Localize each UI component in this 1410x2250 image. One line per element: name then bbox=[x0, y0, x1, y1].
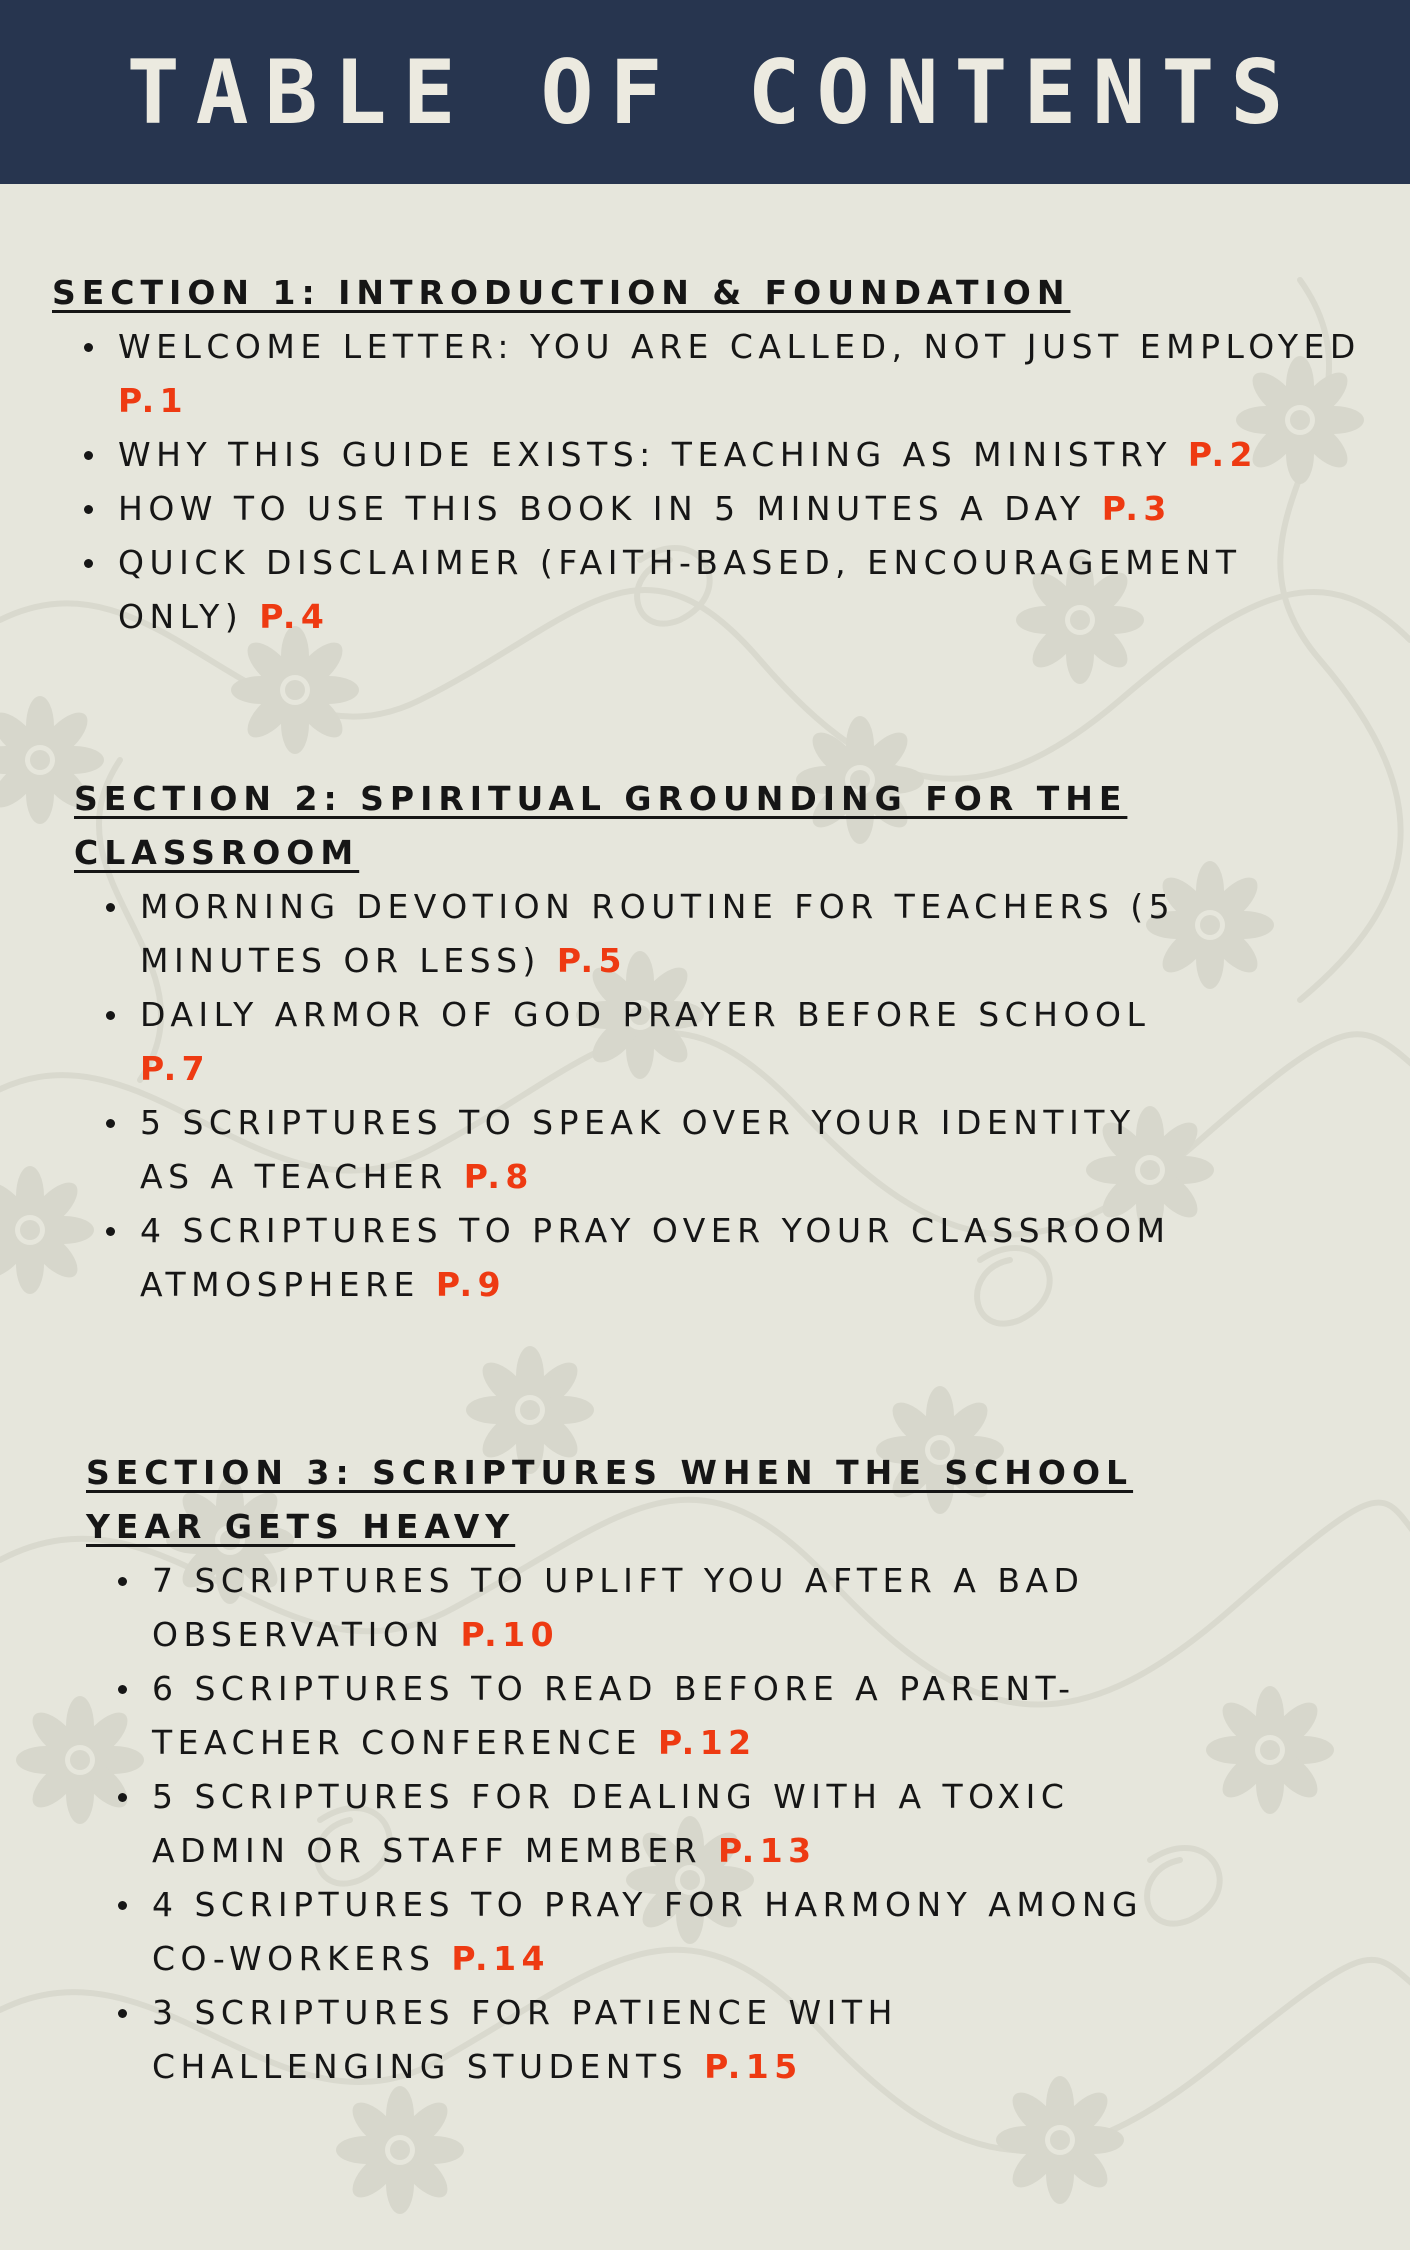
toc-item-text: QUICK DISCLAIMER (FAITH-BASED, ENCOURAGEMENT ONLY) bbox=[118, 543, 1242, 636]
toc-item[interactable] bbox=[74, 1096, 1194, 1204]
section-title: SECTION 3: SCRIPTURES WHEN THE SCHOOL YEAR GETS HEAVY bbox=[86, 1453, 1134, 1546]
page-number: P.13 bbox=[718, 1831, 817, 1870]
toc-item-text: DAILY ARMOR OF GOD PRAYER BEFORE SCHOOL bbox=[140, 995, 1151, 1034]
toc-item[interactable] bbox=[86, 1662, 1196, 1770]
toc-item[interactable] bbox=[86, 1878, 1196, 1986]
page-number: P.8 bbox=[463, 1157, 534, 1196]
toc-item-text: HOW TO USE THIS BOOK IN 5 MINUTES A DAY bbox=[118, 489, 1086, 528]
bullet-icon bbox=[118, 1901, 127, 1910]
toc-item[interactable] bbox=[86, 1770, 1196, 1878]
toc-item-text: MORNING DEVOTION ROUTINE FOR TEACHERS (5 MINUTES OR LESS) bbox=[140, 887, 1176, 980]
page-number: P.1 bbox=[118, 381, 189, 420]
toc-item[interactable] bbox=[52, 320, 1382, 428]
page-number: P.5 bbox=[556, 941, 628, 980]
page-number: P.3 bbox=[1101, 489, 1172, 528]
bullet-icon bbox=[118, 1793, 127, 1802]
toc-item-text: 4 SCRIPTURES TO PRAY OVER YOUR CLASSROOM ATMOSPHERE bbox=[140, 1211, 1171, 1304]
toc-item[interactable] bbox=[52, 536, 1382, 644]
section-2 bbox=[74, 772, 1194, 1312]
page-number: P.12 bbox=[658, 1723, 757, 1762]
section-1 bbox=[52, 266, 1382, 644]
page-number: P.7 bbox=[140, 1049, 211, 1088]
bullet-icon bbox=[106, 1011, 115, 1020]
toc-item-text: 4 SCRIPTURES TO PRAY FOR HARMONY AMONG CO-WORKERS bbox=[152, 1885, 1144, 1978]
toc-item[interactable] bbox=[86, 1554, 1196, 1662]
page-title: TABLE OF CONTENTS bbox=[126, 40, 1300, 144]
section-title: SECTION 1: INTRODUCTION & FOUNDATION bbox=[52, 273, 1071, 312]
toc-item[interactable] bbox=[74, 1204, 1194, 1312]
bullet-icon bbox=[106, 1119, 115, 1128]
toc-item[interactable] bbox=[86, 1986, 1196, 2094]
section-items bbox=[86, 1554, 1196, 2094]
bullet-icon bbox=[106, 1227, 115, 1236]
header-banner bbox=[0, 0, 1410, 184]
toc-item-text: 3 SCRIPTURES FOR PATIENCE WITH CHALLENGING STUDENTS bbox=[152, 1993, 898, 2086]
section-3 bbox=[86, 1446, 1196, 2094]
bullet-icon bbox=[84, 451, 93, 460]
toc-item-text: WELCOME LETTER: YOU ARE CALLED, NOT JUST EMPLOYED bbox=[118, 327, 1361, 366]
toc-item[interactable] bbox=[74, 880, 1194, 988]
bullet-icon bbox=[118, 1685, 127, 1694]
bullet-icon bbox=[84, 343, 93, 352]
bullet-icon bbox=[118, 1577, 127, 1586]
page-number: P.14 bbox=[451, 1939, 550, 1978]
toc-item[interactable] bbox=[52, 482, 1382, 536]
toc-item[interactable] bbox=[74, 988, 1194, 1096]
toc-item-text: WHY THIS GUIDE EXISTS: TEACHING AS MINISTRY bbox=[118, 435, 1172, 474]
toc-item-text: 7 SCRIPTURES TO UPLIFT YOU AFTER A BAD OBSERVATION bbox=[152, 1561, 1085, 1654]
section-items bbox=[74, 880, 1194, 1312]
bullet-icon bbox=[84, 559, 93, 568]
bullet-icon bbox=[118, 2009, 127, 2018]
page-number: P.15 bbox=[704, 2047, 803, 2086]
section-title: SECTION 2: SPIRITUAL GROUNDING FOR THE CLASSROOM bbox=[74, 779, 1128, 872]
bullet-icon bbox=[106, 903, 115, 912]
page-number: P.2 bbox=[1187, 435, 1258, 474]
page-number: P.9 bbox=[435, 1265, 507, 1304]
section-items bbox=[52, 320, 1382, 644]
page-number: P.4 bbox=[259, 597, 330, 636]
toc-item-text: 5 SCRIPTURES FOR DEALING WITH A TOXIC ADMIN OR STAFF MEMBER bbox=[152, 1777, 1070, 1870]
page-number: P.10 bbox=[460, 1615, 560, 1654]
toc-item-text: 6 SCRIPTURES TO READ BEFORE A PARENT-TEACHER CONFERENCE bbox=[152, 1669, 1076, 1762]
bullet-icon bbox=[84, 505, 93, 514]
toc-item-text: 5 SCRIPTURES TO SPEAK OVER YOUR IDENTITY AS A TEACHER bbox=[140, 1103, 1136, 1196]
toc-item[interactable] bbox=[52, 428, 1382, 482]
